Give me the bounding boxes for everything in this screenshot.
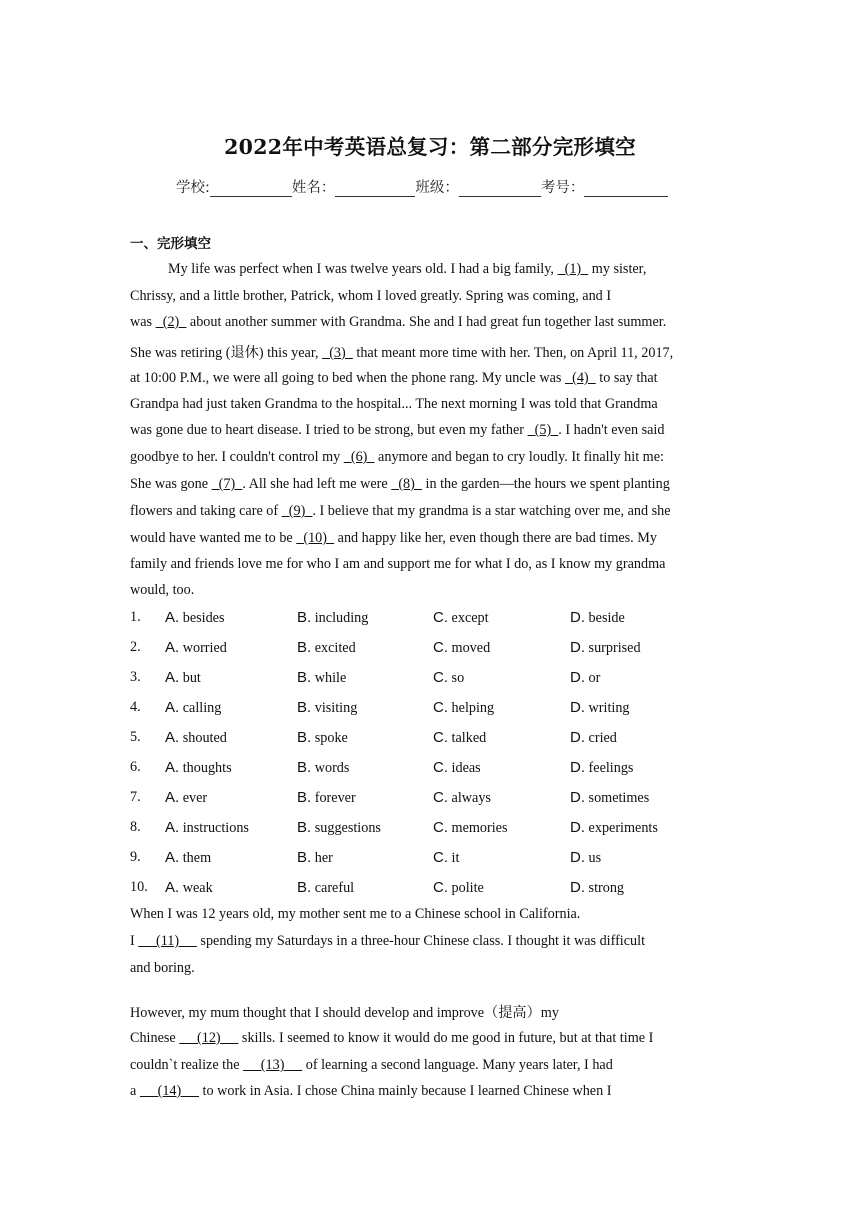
option-a[interactable]: A. calling: [165, 699, 222, 716]
blank-7: (7): [211, 476, 243, 492]
class-blank[interactable]: [459, 182, 541, 197]
option-a[interactable]: A. instructions: [165, 819, 249, 836]
option-c[interactable]: C. it: [433, 849, 460, 866]
option-c[interactable]: C. memories: [433, 819, 508, 836]
option-d[interactable]: D. beside: [570, 609, 625, 626]
option-c[interactable]: C. ideas: [433, 759, 481, 776]
section-heading: 一、完形填空: [130, 236, 211, 252]
passage-line: I (11) spending my Saturdays in a three-hour Chinese class. I thought it was difficult: [130, 933, 646, 949]
option-d[interactable]: D. or: [570, 669, 601, 686]
option-b[interactable]: B. forever: [297, 789, 356, 806]
question-number: 1.: [130, 609, 141, 625]
option-a[interactable]: A. besides: [165, 609, 225, 626]
question-number: 3.: [130, 669, 141, 685]
option-d[interactable]: D. experiments: [570, 819, 658, 836]
option-b[interactable]: B. careful: [297, 879, 355, 896]
option-b[interactable]: B. including: [297, 609, 369, 626]
school-blank[interactable]: [210, 182, 292, 197]
option-d[interactable]: D. feelings: [570, 759, 634, 776]
class-label: 班级：: [415, 180, 459, 196]
passage-line: She was retiring (退休) this year, (3) that meant more time with her. Then, on April 11, 2017,: [130, 345, 674, 361]
name-label: 姓名：: [291, 180, 336, 196]
question-number: 9.: [130, 849, 141, 865]
question-number: 6.: [130, 759, 141, 775]
passage-line: at 10:00 P.M., we were all going to bed when the phone rang. My uncle was (4) to say that: [130, 370, 658, 386]
option-b[interactable]: B. while: [297, 669, 347, 686]
name-blank[interactable]: [335, 182, 415, 197]
passage-line: My life was perfect when I was twelve years old. I had a big family, (1) my sister,: [168, 261, 647, 277]
option-c[interactable]: C. except: [433, 609, 489, 626]
passage-line: She was gone (7) . All she had left me were (8) in the garden—the hours we spent planting: [130, 476, 670, 492]
passage-line: Chinese (12) skills. I seemed to know it would do me good in future, but at that time I: [130, 1030, 654, 1046]
option-a[interactable]: A. ever: [165, 789, 208, 806]
blank-3: (3): [322, 345, 353, 361]
passage-line: was gone due to heart disease. I tried to be strong, but even my father (5) . I hadn't even said: [130, 422, 665, 438]
blank-4: (4): [565, 370, 596, 386]
question-number: 5.: [130, 729, 141, 745]
option-b[interactable]: B. words: [297, 759, 350, 776]
option-a[interactable]: A. them: [165, 849, 212, 866]
passage-line: couldn`t realize the (13) of learning a second language. Many years later, I had: [130, 1057, 613, 1073]
option-b[interactable]: B. suggestions: [297, 819, 381, 836]
passage-line: a (14) to work in Asia. I chose China mainly because I learned Chinese when I: [130, 1083, 612, 1099]
page-title: 2022年中考英语总复习：第二部分完形填空: [224, 135, 636, 159]
option-a[interactable]: A. thoughts: [165, 759, 232, 776]
blank-6: (6): [343, 449, 375, 465]
blank-9: (9): [281, 503, 313, 519]
exam-no-label: 考号：: [540, 180, 585, 196]
option-b[interactable]: B. spoke: [297, 729, 348, 746]
option-a[interactable]: A. shouted: [165, 729, 227, 746]
option-b[interactable]: B. visiting: [297, 699, 358, 716]
passage-line: would have wanted me to be (10) and happy like her, even though there are bad times. My: [130, 530, 657, 546]
option-d[interactable]: D. strong: [570, 879, 625, 896]
option-c[interactable]: C. helping: [433, 699, 495, 716]
passage-line: When I was 12 years old, my mother sent me to a Chinese school in California.: [130, 906, 581, 922]
passage-line: flowers and taking care of (9) . I believe that my grandma is a star watching over me, and she: [130, 503, 671, 519]
passage-line: Grandpa had just taken Grandma to the hospital... The next morning I was told that Grandma: [130, 396, 658, 412]
student-info-line: [176, 176, 668, 197]
option-d[interactable]: D. us: [570, 849, 602, 866]
blank-1: (1): [557, 261, 589, 277]
passage-line: family and friends love me for who I am and support me for what I do, as I know my grandma: [130, 556, 666, 572]
question-number: 8.: [130, 819, 141, 835]
question-number: 2.: [130, 639, 141, 655]
option-a[interactable]: A. but: [165, 669, 201, 686]
option-d[interactable]: D. sometimes: [570, 789, 650, 806]
passage-line: was (2) about another summer with Grandma. She and I had great fun together last summer.: [130, 314, 667, 330]
option-c[interactable]: C. moved: [433, 639, 491, 656]
option-c[interactable]: C. polite: [433, 879, 484, 896]
exam-no-blank[interactable]: [584, 182, 668, 197]
question-number: 4.: [130, 699, 141, 715]
passage-line: and boring.: [130, 960, 195, 976]
school-label: 学校:: [176, 180, 210, 196]
blank-12: (12): [179, 1030, 239, 1046]
passage-line: However, my mum thought that I should develop and improve（提高）my: [130, 1005, 559, 1021]
blank-5: (5): [527, 422, 559, 438]
option-d[interactable]: D. surprised: [570, 639, 641, 656]
option-d[interactable]: D. writing: [570, 699, 630, 716]
option-b[interactable]: B. her: [297, 849, 333, 866]
passage-line: would, too.: [130, 582, 195, 598]
passage-line: goodbye to her. I couldn't control my (6) anymore and began to cry loudly. It finally hit me:: [130, 449, 664, 465]
blank-8: (8): [391, 476, 422, 492]
blank-10: (10): [296, 530, 335, 546]
blank-11: (11): [138, 933, 197, 949]
question-number: 7.: [130, 789, 141, 805]
blank-13: (13): [243, 1057, 303, 1073]
option-b[interactable]: B. excited: [297, 639, 356, 656]
option-a[interactable]: A. worried: [165, 639, 227, 656]
option-c[interactable]: C. so: [433, 669, 465, 686]
option-d[interactable]: D. cried: [570, 729, 617, 746]
blank-14: (14): [139, 1083, 199, 1099]
option-a[interactable]: A. weak: [165, 879, 213, 896]
option-c[interactable]: C. talked: [433, 729, 487, 746]
passage-line: Chrissy, and a little brother, Patrick, whom I loved greatly. Spring was coming, and I: [130, 288, 612, 304]
option-c[interactable]: C. always: [433, 789, 491, 806]
question-number: 10.: [130, 879, 148, 895]
blank-2: (2): [155, 314, 187, 330]
